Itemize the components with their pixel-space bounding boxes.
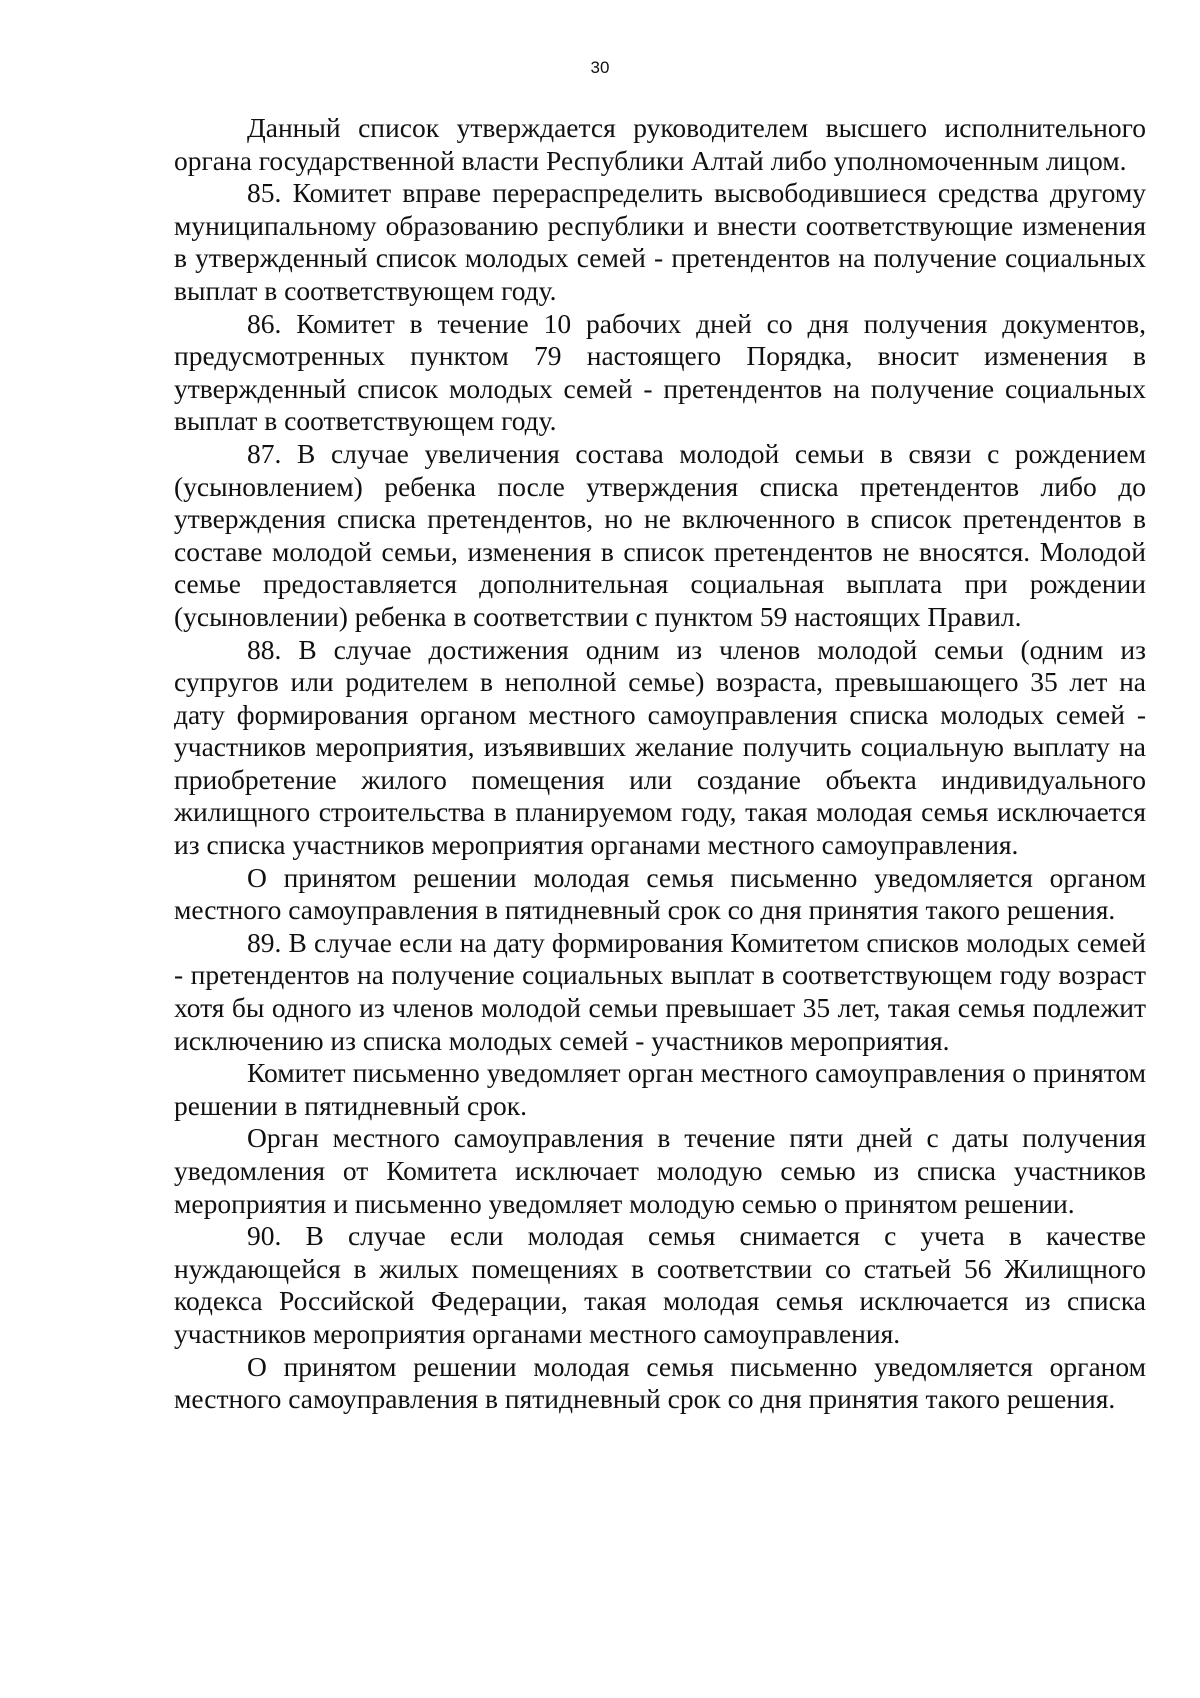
paragraph-89: 89. В случае если на дату формирования Комитетом списков молодых семей - претендентов на получение социальных выплат в соответствующем году возраст хотя бы одного из членов молодой семьи превышает 35 лет, такая семья подлежит исключению из списка молодых семей - участников мероприятия. [174, 926, 1146, 1056]
document-body [174, 112, 1146, 1416]
paragraph-85: 85. Комитет вправе перераспределить высвободившиеся средства другому муниципальному образованию республики и внести соответствующие изменения в утвержденный список молодых семей - претендентов на получение социальных выплат в соответствующем году. [174, 177, 1146, 306]
paragraph-87: 87. В случае увеличения состава молодой семьи в связи с рождением (усыновлением) ребенка после утверждения списка претендентов либо до утверждения списка претендентов, но не включенного в список претендентов в составе молодой семьи, изменения в список претендентов не вносятся. Молодой семье предоставляется дополнительная социальная выплата при рождении (усыновлении) ребенка в соответствии с пунктом 59 настоящих Правил. [174, 437, 1146, 632]
paragraph-90-notice: О принятом решении молодая семья письменно уведомляется органом местного самоуправления в пятидневный срок со дня принятия такого решения. [174, 1350, 1146, 1415]
paragraph-88: 88. В случае достижения одним из членов молодой семьи (одним из супругов или родителем в неполной семье) возраста, превышающего 35 лет на дату формирования органом местного самоуправления списка молодых семей - участников мероприятия, изъявивших желание получить социальную выплату на приобретение жилого помещения или создание объекта индивидуального жилищного строительства в планируемом году, такая молодая семья исключается из списка участников мероприятия органами местного самоуправления. [174, 633, 1146, 861]
paragraph-list-approval: Данный список утверждается руководителем высшего исполнительного органа государственной власти Республики Алтай либо уполномоченным лицом. [174, 112, 1146, 176]
paragraph-89-committee-notice: Комитет письменно уведомляет орган местного самоуправления о принятом решении в пятидневный срок. [174, 1057, 1146, 1121]
page-number: 30 [590, 58, 610, 77]
paragraph-86: 86. Комитет в течение 10 рабочих дней со дня получения документов, предусмотренных пунктом 79 настоящего Порядка, вносит изменения в утвержденный список молодых семей - претендентов на получение социальных выплат в соответствующем году. [174, 307, 1146, 437]
paragraph-88-notice: О принятом решении молодая семья письменно уведомляется органом местного самоуправления в пятидневный срок со дня принятия такого решения. [174, 861, 1146, 926]
paragraph-89-local-authority: Орган местного самоуправления в течение пяти дней с даты получения уведомления от Комитета исключает молодую семью из списка участников мероприятия и письменно уведомляет молодую семью о принятом решении. [174, 1122, 1146, 1219]
paragraph-90: 90. В случае если молодая семья снимается с учета в качестве нуждающейся в жилых помещениях в соответствии со статьей 56 Жилищного кодекса Российской Федерации, такая молодая семья исключается из списка участников мероприятия органами местного самоуправления. [174, 1220, 1146, 1349]
